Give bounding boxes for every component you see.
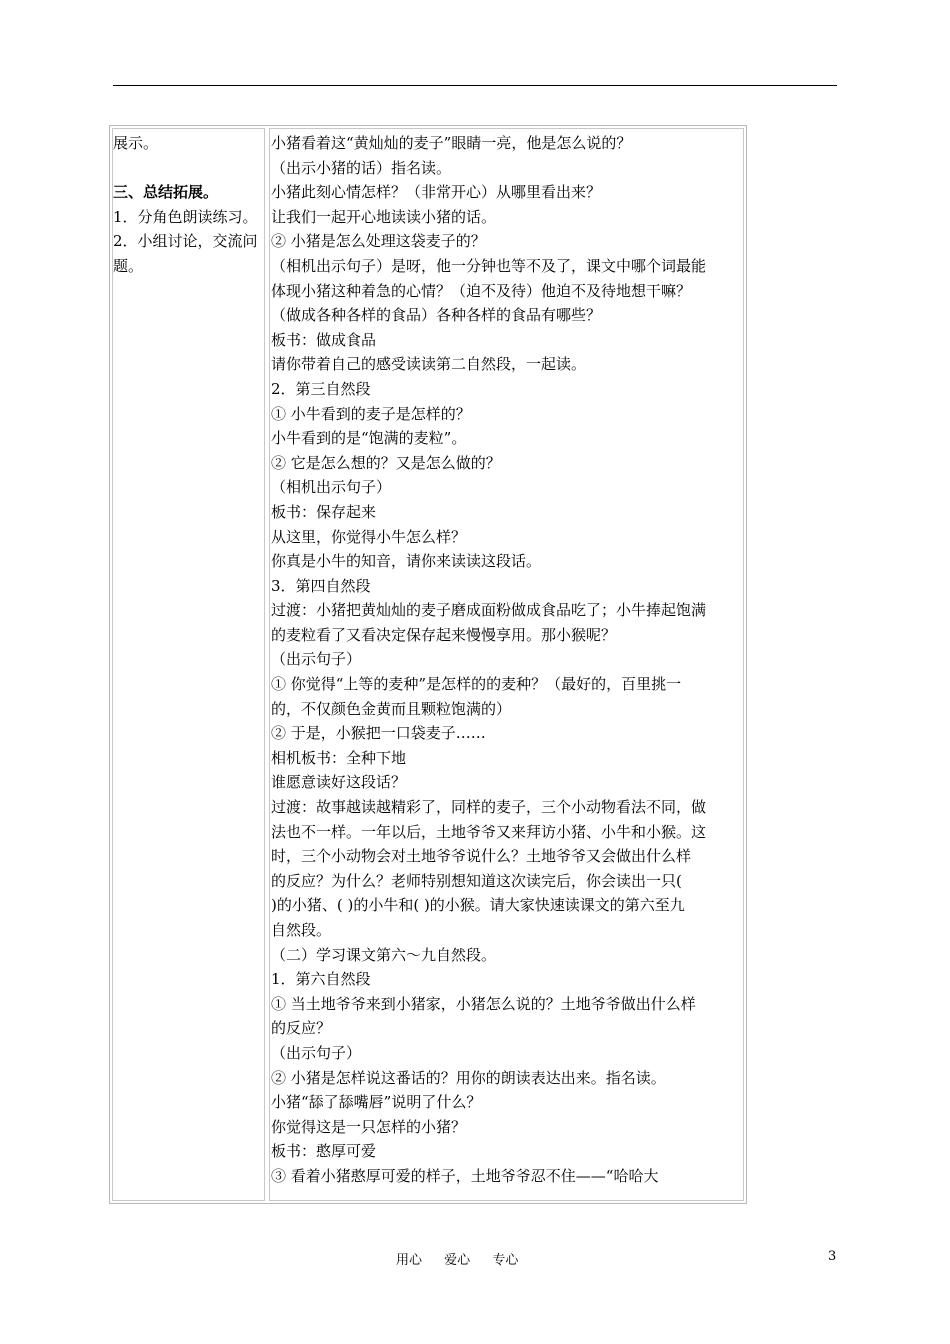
left-column-text	[113, 131, 273, 279]
right-line: 相机板书：全种下地	[271, 748, 407, 767]
right-line: ② 小猪是怎么处理这袋麦子的？	[271, 232, 486, 251]
right-line: 2．第三自然段	[271, 379, 371, 398]
right-line: ① 你觉得“上等的麦种”是怎样的的麦种？（最好的，百里挑一	[271, 675, 682, 694]
right-line: （相机出示句子）是呀，他一分钟也等不及了，课文中哪个词最能	[271, 256, 707, 275]
right-line: （相机出示句子）	[271, 478, 392, 497]
right-line: 的反应？为什么？老师特别想知道这次读完后，你会读出一只(	[271, 871, 682, 890]
left-line	[113, 156, 273, 181]
right-line: 请你带着自己的感受读读第二自然段，一起读。	[271, 355, 587, 374]
right-line: 小猪看着这“黄灿灿的麦子”眼睛一亮，他是怎么说的？	[271, 134, 632, 152]
right-line: 的麦粒看了又看决定保存起来慢慢享用。那小猴呢？	[271, 625, 617, 644]
right-line: 小猪“舔了舔嘴唇”说明了什么？	[271, 1093, 482, 1112]
right-line: 时，三个小动物会对土地爷爷说什么？土地爷爷又会做出什么样	[271, 847, 692, 866]
right-line: （出示句子）	[271, 650, 362, 669]
left-line: 2．小组讨论，交流问	[113, 232, 258, 251]
right-line: （出示小猪的话）指名读。	[271, 158, 452, 177]
right-line: 过渡：小猪把黄灿灿的麦子磨成面粉做成食品吃了；小牛捧起饱满	[271, 601, 707, 620]
right-line: 谁愿意读好这段话？	[271, 773, 407, 792]
right-line: ③ 看着小猪憨厚可爱的样子，土地爷爷忍不住——“哈哈大	[271, 1166, 659, 1185]
right-line: )的小猪、( )的小牛和( )的小猴。请大家快速读课文的第六至九	[271, 896, 685, 915]
right-line: 法也不一样。一年以后，土地爷爷又来拜访小猪、小牛和小猴。这	[271, 822, 707, 841]
right-line: ② 小猪是怎样说这番话的？用你的朗读表达出来。指名读。	[271, 1068, 666, 1087]
footer-word: 专心	[492, 1253, 519, 1268]
right-line: ① 小牛看到的麦子是怎样的？	[271, 404, 471, 423]
right-line: 板书：保存起来	[271, 502, 377, 521]
right-line: 3．第四自然段	[271, 576, 371, 595]
right-line: 从这里，你觉得小牛怎么样？	[271, 527, 467, 546]
left-line: 题。	[113, 256, 144, 275]
left-line: 三、总结拓展。	[113, 183, 219, 202]
right-line: （出示句子）	[271, 1043, 362, 1062]
table-cell-left	[112, 128, 265, 1201]
right-line: 自然段。	[271, 921, 332, 939]
left-line: 1．分角色朗读练习。	[113, 207, 258, 226]
right-line: 板书：做成食品	[271, 330, 377, 349]
footer-motto	[396, 1249, 536, 1268]
footer-word: 爱心	[444, 1253, 471, 1268]
right-line: 让我们一起开心地读读小猪的话。	[271, 207, 497, 226]
right-line: （二）学习课文第六～九自然段。	[271, 945, 497, 964]
right-line: ② 于是，小猴把一口袋麦子……	[271, 724, 486, 743]
page-number: 3	[828, 1249, 837, 1264]
header-rule	[113, 85, 837, 86]
right-line: 体现小猪这种着急的心情？（迫不及待）他迫不及待地想干嘛？	[271, 281, 692, 300]
right-line: 你觉得这是一只怎样的小猪？	[271, 1117, 467, 1136]
right-line: 过渡：故事越读越精彩了，同样的麦子，三个小动物看法不同，做	[271, 798, 707, 817]
right-line: 板书：憨厚可爱	[271, 1142, 377, 1161]
footer-word: 用心	[396, 1253, 423, 1268]
right-line: 小猪此刻心情怎样？（非常开心）从哪里看出来？	[271, 183, 602, 202]
right-line: ① 当土地爷爷来到小猪家，小猪怎么说的？土地爷爷做出什么样	[271, 994, 696, 1013]
right-line: ② 它是怎么想的？又是怎么做的？	[271, 453, 501, 472]
right-column-text	[271, 131, 744, 1189]
right-line: 你真是小牛的知音，请你来读读这段话。	[271, 552, 542, 571]
right-line: 小牛看到的是“饱满的麦粒”。	[271, 429, 467, 448]
left-line: 展示。	[113, 134, 159, 152]
right-line: （做成各种各样的食品）各种各样的食品有哪些？	[271, 306, 602, 325]
right-line: 1．第六自然段	[271, 970, 371, 989]
right-line: 的反应？	[271, 1019, 332, 1038]
right-line: 的，不仅颜色金黄而且颗粒饱满的）	[271, 699, 512, 718]
